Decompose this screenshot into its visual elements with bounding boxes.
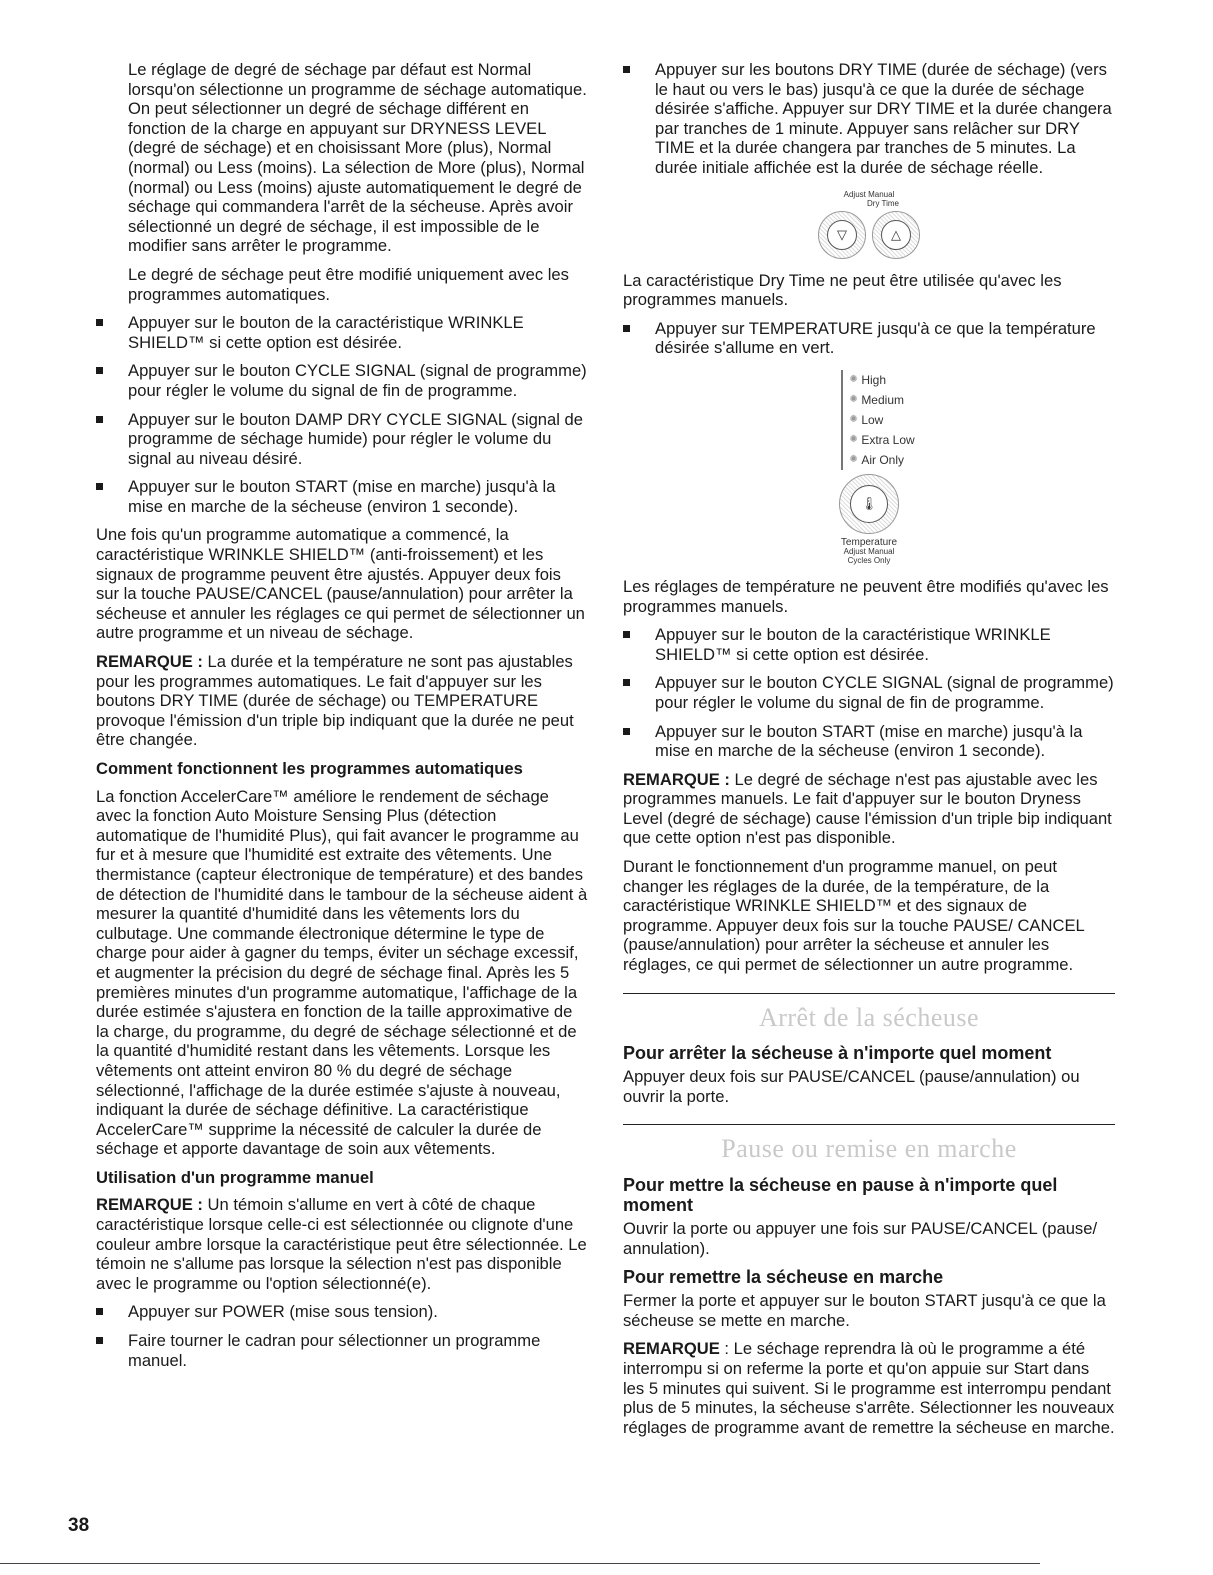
list-item: Faire tourner le cadran pour sélectionner un programme manuel. [96,1331,588,1370]
temperature-note: Les réglages de température ne peuvent être modifiés qu'avec les programmes manuels. [623,576,1109,616]
list-item: Appuyer sur TEMPERATURE jusqu'à ce que la température désirée s'allume en vert. [623,319,1115,358]
section-title-arret: Arrêt de la sécheuse [758,1002,980,1032]
auto-cycle-started-paragraph: Une fois qu'un programme automatique a commencé, la caractéristique WRINKLE SHIELD™ (anti-froissement) et les signaux de programme peuvent être ajustés. Appuyer deux fois sur la touche PAUSE/CANCEL (pause/annulation) pour arrêter la sécheuse et annuler les réglages ce qui permet de sélectionner un autre programme et un niveau de séchage. [96,525,585,643]
remarque-text: : Le séchage reprendra là où le programme a été interrompu si on referme la porte et qu'on appuie sur Start dans les 5 minutes qui suivent. Si le programme est interrompu pendant plus de 5 minutes, la sécheuse s'arrête. Sélectionner les nouveaux réglages de programme avant de remettre la sécheuse en marche. [623,1339,1115,1437]
dryness-default-paragraph: Le réglage de degré de séchage par défaut est Normal lorsqu'on sélectionne un programme de séchage automatique. On peut sélectionner un degré de séchage différent en fonction de la charge en appuyant sur DRYNESS LEVEL (degré de séchage) et en choisissant More (plus), Normal (normal) ou Less (moins). La sélection de More (plus), Normal (normal) ou Less (moins) ajuste automatiquement le degré de séchage qui commandera l'arrêt de la sécheuse. Après avoir sélectionné un degré de séchage, il est impossible de le modifier sans arrêter le programme. [128,60,587,256]
section-divider [623,1124,1115,1125]
temp-option-air-only: ✺ Air Only [849,450,914,470]
list-item: Appuyer sur le bouton CYCLE SIGNAL (signal de programme) pour régler le volume du signal de fin de programme. [623,673,1115,712]
restart-text: Fermer la porte et appuyer sur le bouton START jusqu'à ce que la sécheuse se mette en marche. [623,1291,1106,1330]
figure-label: Cycles Only [847,555,891,565]
heading-auto-cycles: Comment fonctionnent les programmes automatiques [96,759,523,778]
remarque-indicator-note [96,1195,588,1293]
right-column [623,60,1115,1446]
dry-time-buttons [818,211,920,259]
footer-rule [0,1563,1040,1564]
temp-option-low: ✺ Low [849,410,914,430]
thermometer-icon: 🌡 [850,485,888,523]
temp-option-medium: ✺ Medium [849,390,914,410]
list-item: Appuyer sur le bouton START (mise en marche) jusqu'à la mise en marche de la sécheuse (environ 1 seconde). [623,722,1115,761]
dryness-auto-only-paragraph: Le degré de séchage peut être modifié uniquement avec les programmes automatiques. [128,264,569,304]
chevron-up-icon: △ [881,220,911,250]
heading-restart: Pour remettre la sécheuse en marche [623,1267,944,1288]
figure-label: Temperature [840,536,898,548]
stop-anytime-text: Appuyer deux fois sur PAUSE/CANCEL (pause/annulation) ou ouvrir la porte. [623,1067,1080,1106]
dry-time-note: La caractéristique Dry Time ne peut être utilisée qu'avec les programmes manuels. [623,270,1062,310]
heading-pause-anytime: Pour mettre la sécheuse en pause à n'importe quel moment [623,1175,1058,1215]
list-item: Appuyer sur le bouton de la caractéristique WRINKLE SHIELD™ si cette option est désirée. [96,313,588,352]
section-divider [623,993,1115,994]
remarque-label: REMARQUE : [96,1195,203,1215]
list-item: Appuyer sur le bouton DAMP DRY CYCLE SIGNAL (signal de programme de séchage humide) pour régler le volume du signal au niveau désiré. [96,410,588,469]
remarque-auto-note [96,652,588,750]
temp-option-high: ✺ High [849,370,914,390]
dry-time-down-button [818,211,866,259]
figure-label: Adjust Manual [843,546,895,556]
temp-option-extra-low: ✺ Extra Low [849,430,914,450]
remarque-restart-note [623,1339,1115,1437]
remarque-label: REMARQUE : [96,652,203,672]
manual-during-paragraph: Durant le fonctionnement d'un programme manuel, on peut changer les réglages de la durée, de la température, de la caractéristique WRINKLE SHIELD™ et des signaux de programme. Appuyer deux fois sur la touche PAUSE/ CANCEL (pause/annulation) pour arrêter la sécheuse et annuler les réglages, ce qui permet de sélectionner un autre programme. [623,857,1085,975]
list-item: Appuyer sur le bouton CYCLE SIGNAL (signal de programme) pour régler le volume du signal de fin de programme. [96,361,588,400]
figure-label: Dry Time [867,198,899,208]
heading-manual-cycle: Utilisation d'un programme manuel [96,1167,374,1187]
list-item: Appuyer sur le bouton de la caractéristique WRINKLE SHIELD™ si cette option est désirée. [623,625,1115,664]
remarque-text: Le degré de séchage n'est pas ajustable avec les programmes manuels. Le fait d'appuyer sur le bouton Dryness Level (degré de séchage) cause l'émission d'un triple bip indiquant que cette option n'est pas disponible. [623,769,1112,848]
chevron-down-icon: ▽ [827,220,857,250]
section-title-pause: Pause ou remise en marche [721,1134,1017,1164]
left-column [96,60,588,1379]
temperature-options [841,370,914,470]
remarque-label: REMARQUE [623,1339,720,1359]
dry-time-figure [623,190,1115,259]
heading-stop-anytime: Pour arrêter la sécheuse à n'importe quel moment [623,1043,1052,1064]
page-number: 38 [68,1515,90,1536]
list-item: Appuyer sur le bouton START (mise en marche) jusqu'à la mise en marche de la sécheuse (environ 1 seconde). [96,477,588,516]
pause-anytime-text: Ouvrir la porte ou appuyer une fois sur PAUSE/CANCEL (pause/ annulation). [623,1219,1098,1258]
temperature-figure [623,370,1115,565]
figure-label: Adjust Manual [843,189,895,199]
dry-time-up-button [872,211,920,259]
remarque-text: Un témoin s'allume en vert à côté de chaque caractéristique lorsque celle-ci est sélectionnée ou clignote d'une couleur ambre lorsque la caractéristique peut être sélectionnée. Le témoin ne s'allume pas lorsque la sélection n'est pas disponible avec le programme ou l'option sélectionné(e). [96,1195,587,1293]
list-item: Appuyer sur POWER (mise sous tension). [96,1302,588,1322]
list-item: Appuyer sur les boutons DRY TIME (durée de séchage) (vers le haut ou vers le bas) jusqu'à ce que la durée de séchage désirée s'affiche. Appuyer sur DRY TIME et la durée changera par tranches de 1 minute. Appuyer sans relâcher sur DRY TIME et la durée changera par tranches de 5 minutes. La durée initiale affichée est la durée de séchage réelle. [623,60,1115,178]
accelercare-paragraph: La fonction AccelerCare™ améliore le rendement de séchage avec la fonction Auto Moisture Sensing Plus (détection automatique de l'humidité Plus), qui fait avancer le programme au fur et à mesure que l'humidité est extraite des vêtements. Une thermistance (capteur électronique de température) et des bandes de détection de l'humidité dans le tambour de la sécheuse aident à mesurer la quantité d'humidité dans les vêtements lors du culbutage. Une commande électronique détermine le type de charge pour aider à gagner du temps, éviter un séchage excessif, et augmenter la précision du degré de séchage final. Après les 5 premières minutes d'un programme automatique, l'affichage de la durée estimée s'ajustera en fonction de la taille approximative de la charge, du programme, du degré de séchage sélectionné et de la quantité d'humidité restant dans les vêtements. Lorsque les vêtements ont atteint environ 80 % du degré de séchage sélectionné, l'affichage de la durée estimée s'ajuste à nouveau, indiquant la durée de séchage définitive. La caractéristique AccelerCare™ supprime la nécessité de calculer la durée de séchage et apporte davantage de soin aux vêtements. [96,786,588,1159]
remarque-dryness-note [623,770,1115,848]
remarque-text: La durée et la température ne sont pas ajustables pour les programmes automatiques. Le fait d'appuyer sur les boutons DRY TIME (durée de séchage) ou TEMPERATURE provoque l'émission d'un triple bip indiquant que la durée ne peut être changée. [96,652,574,750]
remarque-label: REMARQUE : [623,769,730,789]
temperature-button [839,474,899,534]
